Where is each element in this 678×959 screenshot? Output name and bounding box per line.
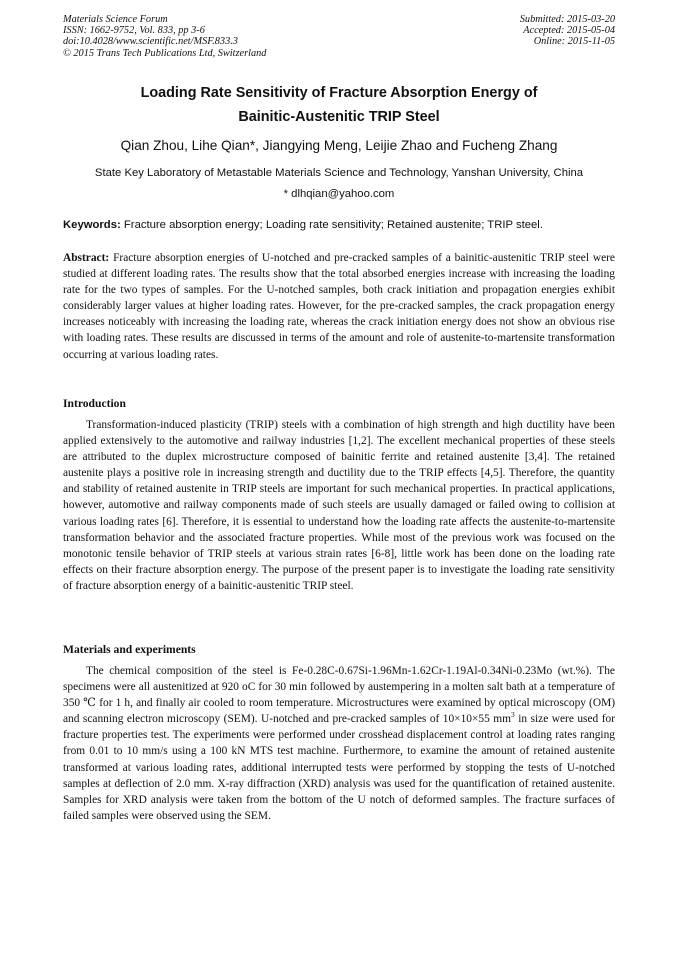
- degree-celsius: oC: [242, 681, 256, 694]
- introduction-text: Transformation-induced plasticity (TRIP) steels with a combination of high strength and high ductility have been applied extensively to the automotive and railway industries [1,2]. The excellent mechanical properties of these steels are attributed to the duplex microstructure composed of bainitic ferrite and retained austenite [3,4]. The retained austenite plays a positive role in increasing strength and ductility due to the TRIP effects [4,5]. Therefore, the quantity and stability of retained austenite in TRIP steels are important for such mechanical properties. In practical applications, however, automotive and railway components made of such steels are usually damaged or failed owing to collision at various loading rates [6]. Therefore, it is essential to understand how the loading rate affects the austenite-to-martensite transformation behavior and the associated fracture properties. While most of the previous work was focused on the monotonic tensile behavior of TRIP steels at various strain rates [6-8], little work has been done on the loading rate effects on their fracture absorption energy. The purpose of the present paper is to investigate the loading rate sensitivity of fracture absorption energy of a bainitic-austenitic TRIP steel.: [63, 419, 615, 592]
- journal-name: Materials Science Forum: [63, 14, 168, 25]
- corresponding-email: * dlhqian@yahoo.com: [283, 188, 395, 200]
- paper-title: [63, 81, 615, 129]
- cube-superscript: 3: [511, 710, 515, 720]
- keywords-text: Fracture absorption energy; Loading rate sensitivity; Retained austenite; TRIP steel.: [120, 219, 543, 231]
- keywords: [63, 219, 615, 231]
- materials-heading: Materials and experiments: [63, 643, 196, 656]
- materials-text-c: in size were used for fracture properties test. The experiments were performed under crosshead displacement control at loading rates ranging from 0.01 to 10 mm/s using a 100 kN MTS test machine. Furthermore, to examine the amount of retained austenite transformed at various loading rates, additional interrupted tests were performed by stopping the tests of U-notched samples at deflection of 2.0 mm. X-ray diffraction (XRD) analysis was used for the quantification of retained austenite. Samples for XRD analysis were taken from the bottom of the U notch of deformed samples. The fracture surfaces of failed samples were observed using the SEM.: [63, 713, 615, 822]
- online-date: Online: 2015-11-05: [533, 36, 615, 48]
- accepted-date: Accepted: 2015-05-04: [523, 25, 615, 37]
- doi: doi:10.4028/www.scientific.net/MSF.833.3: [63, 36, 238, 48]
- authors: Qian Zhou, Lihe Qian*, Jiangying Meng, Leijie Zhao and Fucheng Zhang: [120, 138, 558, 153]
- affiliation: State Key Laboratory of Metastable Materials Science and Technology, Yanshan University, China: [94, 167, 584, 179]
- dates-info: [520, 14, 615, 48]
- title-line-1: Loading Rate Sensitivity of Fracture Absorption Energy of: [140, 85, 538, 101]
- affiliation-block: [0, 163, 678, 205]
- introduction-heading: Introduction: [63, 397, 126, 410]
- abstract-label: Abstract:: [63, 252, 110, 264]
- materials-text-a: The chemical composition of the steel is Fe-0.28C-0.67Si-1.96Mn-1.62Cr-1.19Al-0.34Ni-0.23Mo (wt.%). The specimens were all austenitized at 920: [63, 665, 615, 694]
- materials-text-b: for 30 min followed by austempering in a molten salt bath at a temperature of 350 ℃ for 1 h, and finally air cooled to room temperature. Microstructures were examined by optical microscopy (OM) and scanning electron microscopy (SEM). U-notched and pre-cracked samples of 10×10×55 mm: [63, 681, 615, 726]
- abstract-text: Fracture absorption energies of U-notched and pre-cracked samples of a bainitic-austenitic TRIP steel were studied at different loading rates. The results show that the total absorbed energies increase with increasing the loading rate for the two types of samples. For the U-notched samples, both crack initiation and propagation energies exhibit considerably larger values at higher loading rates. However, for the pre-cracked samples, the crack propagation energy increases noticeably with increasing the loading rate, whereas the crack initiation energy does not show an obvious rise with loading rates. These results are discussed in terms of the amount and role of austenite-to-martensite transformation occurring at various loading rates.: [63, 252, 615, 361]
- issn: ISSN: 1662-9752, Vol. 833, pp 3-6: [63, 25, 205, 37]
- title-line-2: Bainitic-Austenitic TRIP Steel: [238, 109, 440, 125]
- copyright: © 2015 Trans Tech Publications Ltd, Switzerland: [63, 47, 267, 59]
- abstract: [63, 250, 615, 363]
- submitted-date: Submitted: 2015-03-20: [519, 14, 615, 25]
- keywords-label: Keywords:: [63, 219, 121, 231]
- publication-info: [63, 14, 266, 59]
- materials-text: [63, 663, 615, 824]
